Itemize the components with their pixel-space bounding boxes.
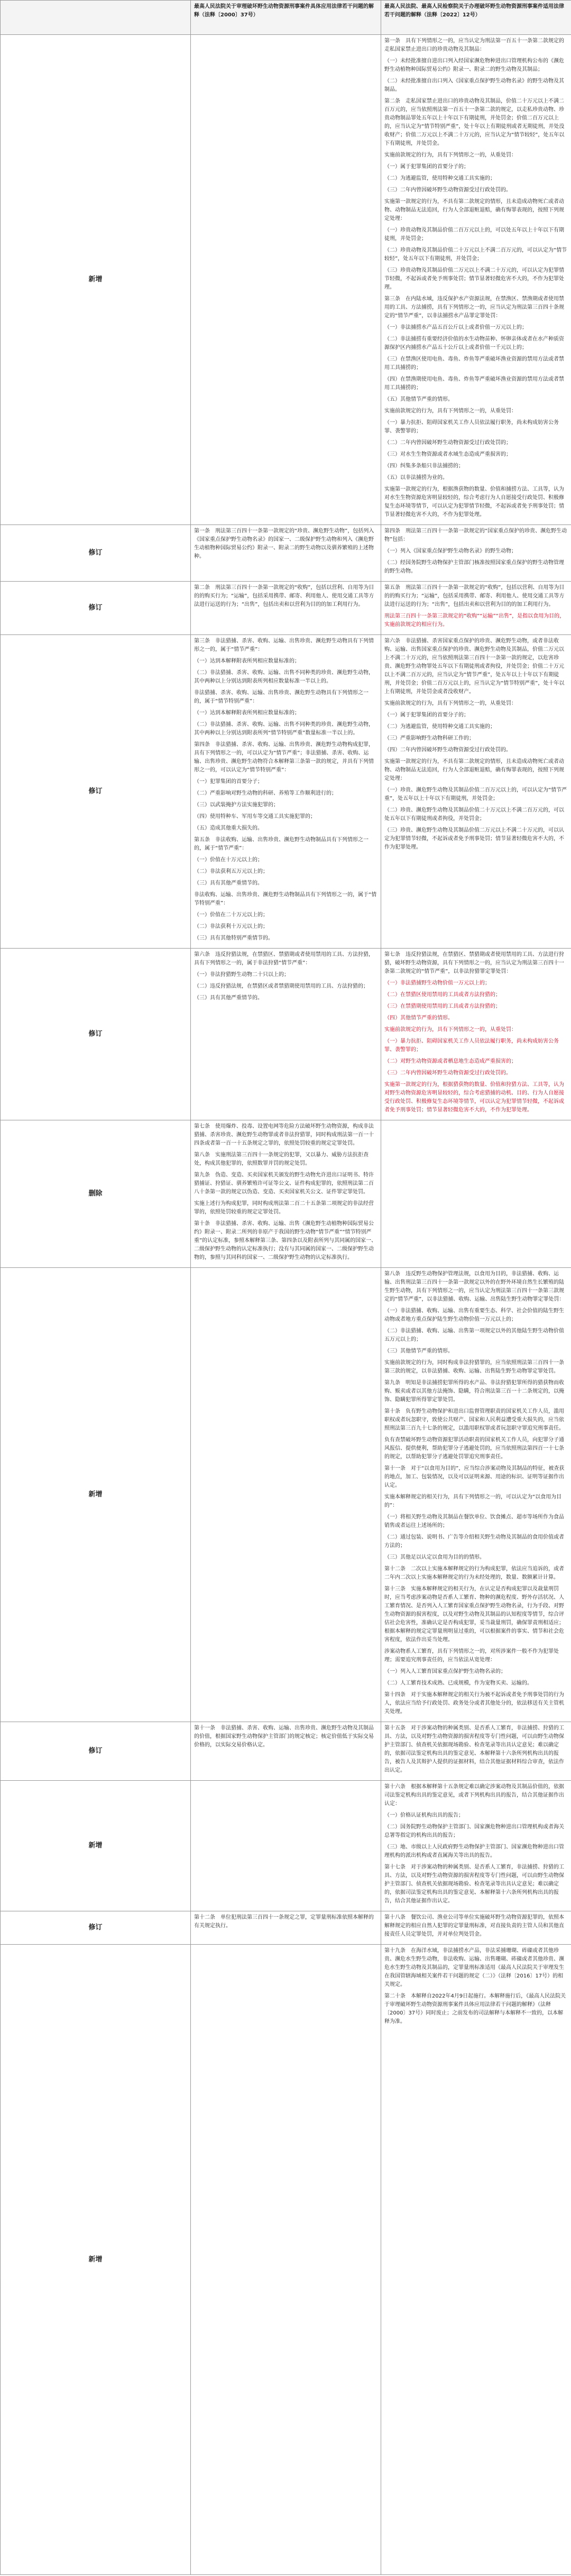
row-tag: 修订: [1, 635, 191, 949]
old-provision-cell: [191, 1268, 381, 1722]
old-paragraph: （二）严重影响对野生动物的科研、养殖等工作顺利进行的；: [194, 790, 337, 796]
new-paragraph: （三）珍贵、濒危野生动物及其制品价值二万元以上不满二十万元的，可以认定为犯罪情节轻微，不起诉或者免予刑事处罚；情节显著轻微危害不大的，不作为犯罪处理。: [384, 827, 564, 850]
row-tag: 修订: [1, 1722, 191, 1781]
old-paragraph: （三）具有其他特别严重情节的。: [194, 935, 273, 941]
new-provision-cell: [381, 635, 571, 949]
old-paragraph: （五）造成其他重大损失的。: [194, 825, 263, 831]
old-paragraph: （二）非法获利五万元以上的；: [194, 869, 268, 875]
row-tag: 修订: [1, 949, 191, 1120]
old-provision-cell: [191, 1911, 381, 1945]
old-provision-cell: [191, 582, 381, 635]
new-provision-cell: [381, 1268, 571, 1722]
new-paragraph: （一）属于犯罪集团的首要分子的；: [384, 712, 469, 718]
new-paragraph: 第十六条 根据本解释第十五条规定难以确定涉案动物及其制品价值的，依据司法鉴定机构出具的鉴定意见，或者下列机构出具的报告，结合其他证据作出认定：: [384, 1784, 564, 1807]
new-provision-cell: [381, 582, 571, 635]
row-tag: 新增: [1, 1945, 191, 2575]
new-paragraph: （四）二年内曾因破坏野生动物资源受过行政处罚的。: [384, 747, 511, 753]
old-provision-cell: [191, 1781, 381, 1911]
old-paragraph: （四）使用特种车、军用车等交通工具实施犯罪的；: [194, 814, 316, 820]
old-paragraph: （一）达到本解释附表所列相应数量标准的；: [194, 710, 300, 716]
new-paragraph: 第二条 走私国家禁止进出口的珍贵动物及其制品，价值二十万元以上不满二百万元的，应当依照刑法第一百五十一条第二款的规定，以走私珍贵动物、珍贵动物制品罪处五年以上十年以下有期徒刑，并处罚金；价值二百万元以上的，应当认定为“情节特别严重”，处十年以上有期徒刑或者无期徒刑，并处没收财产；价值二万元以上不满二十万元的，应当认定为“情节较轻”，处五年以下有期徒刑，并处罚金。: [384, 98, 565, 146]
new-paragraph: 第一条 具有下列情形之一的，应当认定为刑法第一百五十一条第二款规定的走私国家禁止进出口的珍贵动物及其制品：: [384, 38, 564, 52]
old-paragraph: 非法猎捕、杀害、收购、运输、出售珍贵、濒危野生动物具有下列情形之一的，属于“情节特别严重”：: [194, 690, 369, 704]
new-paragraph: （一）未经批准擅自进出口列入经国家濒危物种进出口管理机构公布的《濒危野生动植物种国际贸易公约》附录一、附录二的野生动物及其制品；: [384, 58, 564, 72]
new-paragraph: 第十条 负有野生动物保护和进出口监督管理职责的国家机关工作人员，滥用职权或者玩忽职守，致使公共财产、国家和人民利益遭受重大损失的，应当依照刑法第三百九十七条的规定，以滥用职权罪或者玩忽职守罪追究刑事责任。: [384, 1409, 564, 1431]
new-paragraph: （一）将相关野生动物及其制品在餐饮单位、饮食摊点、超市等场所作为食品销售或者运往上述场所的；: [384, 1514, 564, 1529]
old-paragraph: （三）具有其他严重情节的。: [194, 995, 263, 1001]
table-row: [1, 949, 571, 1120]
old-paragraph: 第一条 刑法第三百四十一条第一款规定的“珍贵、濒危野生动物”，包括列入《国家重点保护野生动物名录》的国家一、二级保护野生动物和列入《濒危野生动植物种国际贸易公约》附录一、附录二的野生动物以及驯养繁殖的上述物种。: [194, 528, 374, 559]
old-paragraph: 第九条 伪造、变造、买卖国家机关颁发的野生动物允许进出口证明书、特许猎捕证、狩猎证、驯养繁殖许可证等公文、证件构成犯罪的，依照刑法第二百八十条第一款的规定以伪造、变造、买卖国家机关公文、证件罪定罪处罚。: [194, 1172, 374, 1195]
table-row: [1, 1722, 571, 1781]
header-row: [1, 1, 571, 35]
old-provision-cell: [191, 1120, 381, 1268]
new-paragraph: （三）对水生生物资源或者水域生态造成严重损害的；: [384, 452, 511, 457]
new-paragraph: 实施前款规定的行为，具有下列情形之一的，从重处罚：: [384, 152, 517, 158]
new-paragraph: 第十二条 二次以上实施本解释规定的行为构成犯罪，依法应当追诉的，或者二年内二次以上实施本解释规定的行为未经处理的，数量、数额累计计算。: [384, 1566, 564, 1580]
new-paragraph: （三）二年内曾因破坏野生动物资源受过行政处罚的。: [384, 1070, 511, 1076]
new-paragraph: （四）纠集多条船只非法捕捞的；: [384, 463, 464, 469]
new-paragraph: （二）非法捕捞有重要经济价值的水生动物苗种、怀卵亲体或者在水产种质资源保护区内捕捞水产品五十公斤以上或者价值一千元以上的；: [384, 336, 564, 351]
new-provision-cell: [381, 1911, 571, 1945]
old-paragraph: 第十一条 非法猎捕、杀害、收购、运输、出售珍贵、濒危野生动物及其制品的价值，根据国家野生动物保护主管部门的规定核定；核定价值低于实际交易价格的，以实际交易价格认定。: [194, 1725, 374, 1748]
new-paragraph: 实施第一款规定的行为，不具有第二款规定的情形，且未造成动物死亡或者动物、动物制品无法追回，行为人全部退赃退赔，确有悔罪表现的，按照下列规定处理：: [384, 759, 564, 781]
new-paragraph: （二）二年内曾因破坏野生动物资源受过行政处罚的；: [384, 440, 511, 446]
new-paragraph: （一）暴力抗拒、阻碍国家机关工作人员依法履行职务，尚未构成妨害公务罪、袭警罪的；: [384, 1038, 559, 1053]
new-provision-cell: [381, 35, 571, 525]
new-paragraph: （二）珍贵、濒危野生动物及其制品价值二十万元以上不满二百万元的，可以处五年以下有期徒刑或者拘役，并处罚金；: [384, 807, 564, 822]
old-provision-cell: [191, 635, 381, 949]
new-paragraph: （二）未经批准擅自出口列入《国家重点保护野生动物名录》的野生动物及其制品。: [384, 78, 564, 93]
new-paragraph: （三）二年内曾因破坏野生动物资源受过行政处罚的。: [384, 187, 511, 193]
table-row: [1, 1911, 571, 1945]
new-provision-cell: [381, 1120, 571, 1268]
row-tag: 修订: [1, 1911, 191, 1945]
new-paragraph: （二）为逃避监管，使用特种交通工具实施的；: [384, 176, 495, 181]
header-col-old: 最高人民法院关于审理破坏野生动物资源刑事案件具体应用法律若干问题的解释（法释〔2000〕37号）: [191, 1, 381, 35]
old-paragraph: 实施上述行为构成犯罪，同时构成刑法第二百二十五条第二项规定的非法经营罪的，依照处罚较重的规定定罪处罚。: [194, 1201, 374, 1215]
row-tag: 新增: [1, 35, 191, 525]
new-paragraph: 第二十条 本解释自2022年4月9日起施行。本解释施行后，《最高人民法院关于审理破坏野生动物资源刑事案件具体应用法律若干问题的解释》（法释〔2000〕37号）同时废止；之前发布的司法解释与本解释不一致的，以本解释为准。: [384, 1993, 566, 2025]
new-paragraph: （五）以非法捕捞为业的。: [384, 475, 448, 481]
old-paragraph: 第二条 刑法第三百四十一条第一款规定的“收购”，包括以营利、自用等为目的的购买行为；“运输”，包括采用携带、邮寄、利用他人、使用交通工具等方法进行运送的行为；“出售”，包括出卖和以营利为目的的加工利用行为。: [194, 585, 374, 608]
old-provision-cell: [191, 949, 381, 1120]
new-paragraph: （一）珍贵动物及其制品价值二百万元以上的，可以处五年以上十年以下有期徒刑，并处罚金；: [384, 227, 564, 242]
new-paragraph: （一）非法猎捕野生动物价值一万元以上的；: [384, 980, 490, 986]
new-paragraph: （三）珍贵动物及其制品价值二万元以上不满二十万元的，可以认定为犯罪情节轻微，不起诉或者免予刑事处罚；情节显著轻微危害不大的，不作为犯罪处理。: [384, 268, 564, 290]
old-provision-cell: [191, 1945, 381, 2575]
new-provision-cell: [381, 1722, 571, 1781]
new-paragraph: （四）在禁渔期使用电鱼、毒鱼、炸鱼等严重破坏渔业资源的禁用方法或者禁用工具捕捞的；: [384, 376, 564, 391]
new-paragraph: 第十四条 对于实施本解释规定的相关行为被不起诉或者免予刑事处罚的行为人，依法应当给予行政处罚、政务处分或者其他处分的，依法移送有关主管机关处理。: [384, 1692, 564, 1715]
old-paragraph: （三）以武装掩护方法实施犯罪的；: [194, 802, 279, 808]
row-tag: 删除: [1, 1120, 191, 1268]
new-paragraph: （二）对野生动物资源或者栖息地生态造成严重损害的；: [384, 1059, 517, 1064]
new-paragraph: 第九条 明知是非法捕捞犯罪所得的水产品、非法狩猎犯罪所得的猎获物而收购、贩卖或者以其他方法掩饰、隐瞒，符合刑法第三百一十二条规定的，以掩饰、隐瞒犯罪所得罪定罪处罚。: [384, 1380, 564, 1403]
table-row: [1, 35, 571, 525]
new-paragraph: （一）列入人工繁育国家重点保护野生动物名录的；: [384, 1669, 506, 1675]
new-paragraph: 涉案动物系人工繁育，具有下列情形之一的，对所涉案件一般不作为犯罪处理；需要追究刑事责任的，应当依法从宽处理：: [384, 1649, 559, 1663]
row-tag: 新增: [1, 1781, 191, 1911]
new-paragraph: （二）非法猎捕、收购、运输、出售第一项规定以外的其他陆生野生动物价值五万元以上的；: [384, 1328, 564, 1342]
new-paragraph: （三）其他情节严重的情形。: [384, 1348, 453, 1354]
old-provision-cell: [191, 1722, 381, 1781]
new-provision-cell: [381, 1781, 571, 1911]
new-paragraph: （三）严重影响野生动物科研工作的；: [384, 735, 474, 741]
old-paragraph: 第十二条 单位犯刑法第三百四十一条规定之罪，定罪量刑标准依照本解释的有关规定执行。: [194, 1915, 374, 1929]
new-paragraph: 实施前款规定的行为，具有下列情形之一的，从重处罚：: [384, 701, 517, 706]
new-provision-cell: [381, 949, 571, 1120]
old-paragraph: （二）非法获利十万元以上的；: [194, 924, 268, 930]
new-paragraph: （三）在禁猎期使用禁用的工具或者方法狩猎的；: [384, 1004, 501, 1009]
new-paragraph: 实施第一款规定的行为，不具有第二款规定的情形，且未造成动物死亡或者动物、动物制品无法追回，行为人全部退赃退赔，确有悔罪表现的，按照下列规定处理：: [384, 199, 564, 222]
new-paragraph: （二）在禁猎区使用禁用的工具或者方法狩猎的；: [384, 992, 501, 998]
new-paragraph: （一）价格认证机构出具的报告；: [384, 1813, 464, 1818]
new-paragraph: （一）属于犯罪集团的首要分子的；: [384, 164, 469, 170]
old-paragraph: 第五条 非法收购、运输、出售珍贵、濒危野生动物制品具有下列情形之一的，属于“情节严重”：: [194, 837, 369, 851]
header-col-new: 最高人民法院、最高人民检察院关于办理破坏野生动物资源刑事案件适用法律若干问题的解释（法释〔2022〕12号）: [381, 1, 571, 35]
old-paragraph: 第十条 非法猎捕、杀害、收购、运输、出售《濒危野生动植物种国际贸易公约》附录一、附录二所列的非原产于我国的野生动物“情节严重”“情节特别严重”的认定标准，参照本解释第三条、第四条以及附表所列与其同属的国家一、二级保护野生动物的认定标准执行；没有与其同属的国家一、二级保护野生动物的，参照与其同科的国家一、二级保护野生动物的认定标准执行。: [194, 1221, 377, 1261]
old-provision-cell: [191, 525, 381, 582]
row-tag: 新增: [1, 1268, 191, 1722]
new-provision-cell: [381, 525, 571, 582]
old-paragraph: （一）非法狩猎野生动物二十只以上的；: [194, 972, 289, 978]
old-paragraph: （三）具有其他严重情节的。: [194, 880, 263, 886]
new-paragraph: （三）地、市级以上人民政府野生动物保护主管部门、国家濒危物种进出口管理机构的派出机构或者直属海关等出具的报告。: [384, 1844, 564, 1859]
new-paragraph: （五）其他情节严重的情形。: [384, 397, 453, 402]
new-paragraph: 第六条 非法猎捕、杀害国家重点保护的珍贵、濒危野生动物，或者非法收购、运输、出售国家重点保护的珍贵、濒危野生动物及其制品，价值二万元以上不满二十万元的，应当依照刑法第三百四十一条第一款的规定，以危害珍贵、濒危野生动物罪处五年以下有期徒刑或者拘役，并处罚金；价值二十万元以上不满二百万元的，应当认定为“情节严重”，处五年以上十年以下有期徒刑，并处罚金；价值二百万元以上的，应当认定为“情节特别严重”，处十年以上有期徒刑，并处罚金或者没收财产。: [384, 638, 565, 695]
new-paragraph: （二）为逃避监管，使用特种交通工具实施的；: [384, 724, 495, 730]
new-paragraph: 刑法第三百四十一条第三款规定的“收购”“运输”“出售”，是指以食用为目的，实施前款规定的相应行为。: [384, 613, 565, 628]
old-paragraph: 第三条 非法猎捕、杀害、收购、运输、出售珍贵、濒危野生动物具有下列情形之一的，属于“情节严重”：: [194, 638, 374, 652]
new-paragraph: 第十八条 餐饮公司、渔业公司等单位实施破坏野生动物资源犯罪的，依照本解释规定的相应自然人犯罪的定罪量刑标准，对直接负责的主管人员和其他直接责任人员定罪处罚，并对单位判处罚金。: [384, 1915, 564, 1937]
old-paragraph: 第四条 非法猎捕、杀害、收购、运输、出售珍贵、濒危野生动物构成犯罪，具有下列情形之一的，可以认定为“情节严重”；非法猎捕、杀害、收购、运输、出售珍贵、濒危野生动物符合本解释第三条第一款的规定，并具有下列情形之一的，可以认定为“情节特别严重”：: [194, 742, 374, 773]
old-paragraph: （二）非法猎捕、杀害、收购、运输、出售不同种类的珍贵、濒危野生动物，其中两种以上分别达到附表所列相应数量标准一半以上的。: [194, 670, 374, 684]
new-paragraph: （三）其他足以认定以食用为目的的情形。: [384, 1554, 485, 1560]
old-paragraph: 第七条 使用爆炸、投毒、设置电网等危险方法破坏野生动物资源，构成非法猎捕、杀害珍贵、濒危野生动物罪或者非法狩猎罪，同时构成刑法第一百一十四条或者第一百一十五条规定之罪的，依照处罚较重的规定定罪处罚。: [194, 1124, 374, 1146]
new-paragraph: （一）列入《国家重点保护野生动物名录》的野生动物；: [384, 548, 517, 554]
new-paragraph: （一）珍贵、濒危野生动物及其制品价值二百万元以上的，可以认定为“情节严重”，处五年以上十年以下有期徒刑，并处罚金；: [384, 787, 567, 802]
old-paragraph: （一）价值在十万元以上的；: [194, 857, 263, 863]
new-paragraph: （二）经国务院野生动物保护主管部门核准按照国家重点保护的野生动物管理的野生动物。: [384, 560, 564, 574]
row-tag: 修订: [1, 525, 191, 582]
new-paragraph: （二）国务院野生动物保护主管部门、国家濒危物种进出口管理机构或者海关总署等指定的机构出具的报告；: [384, 1824, 564, 1838]
row-tag: 修订: [1, 582, 191, 635]
table-row: [1, 582, 571, 635]
new-paragraph: 实施前款规定的行为，同时构成非法狩猎罪的，应当依照刑法第三百四十一条第三款的规定，以非法猎捕、收购、运输、出售陆生野生动物罪定罪处罚。: [384, 1360, 564, 1374]
new-paragraph: 第八条 违反野生动物保护管理法规，以食用为目的，非法猎捕、收购、运输、出售刑法第三百四十一条第一款规定以外的在野外环境自然生长繁殖的陆生野生动物，具有下列情形之一的，应当认定为刑法第三百四十一条第三款规定的“情节严重”，以非法猎捕、收购、运输、出售陆生野生动物罪定罪处罚：: [384, 1271, 565, 1302]
old-paragraph: （一）价值在二十万元以上的；: [194, 912, 268, 918]
table-row: [1, 1781, 571, 1911]
new-paragraph: （二）通过包装、说明书、广告等介绍相关野生动物及其制品的食用价值或者方法的；: [384, 1534, 564, 1549]
new-paragraph: 第五条 刑法第三百四十一条第一款规定的“收购”，包括以营利、自用等为目的的购买行为；“运输”，包括采用携带、邮寄、利用他人、使用交通工具等方法进行运送的行为；“出售”，包括出卖和以营利为目的的加工利用行为。: [384, 585, 565, 608]
new-provision-cell: [381, 1945, 571, 2575]
old-paragraph: （二）非法猎捕、杀害、收购、运输、出售不同种类的珍贵、濒危野生动物，其中两种以上分别达到附表所列“情节特别严重”数量标准一半以上的。: [194, 722, 374, 736]
table-row: [1, 635, 571, 949]
old-paragraph: （一）达到本解释附表所列相应数量标准的；: [194, 658, 300, 664]
new-paragraph: 实施前款规定的行为，具有下列情形之一的，从重处罚：: [384, 408, 517, 414]
new-paragraph: 第三条 在内陆水域，违反保护水产资源法规，在禁渔区、禁渔期或者使用禁用的工具、方法捕捞，具有下列情形之一的，应当认定为刑法第三百四十条规定的“情节严重”，以非法捕捞水产品罪定罪处罚：: [384, 296, 564, 319]
old-provision-cell: [191, 35, 381, 525]
new-paragraph: 第十五条 对于涉案动物的种属类别、是否系人工繁育，非法捕捞、狩猎的工具、方法，以及对野生动物资源的损害程度等专门性问题，可以由野生动物保护主管部门、侦查机关依据现场勘验、检查笔录等出具认定意见；难以确定的，依据司法鉴定机构出具的鉴定意见、本解释第十六条所列机构出具的报告，被告人及其辩护人提供的证据材料，结合其他证据材料综合审查，依法作出认定。: [384, 1725, 564, 1773]
new-paragraph: （一）非法捕捞水产品五百公斤以上或者价值一万元以上的；: [384, 325, 527, 330]
old-paragraph: 非法收购、运输、出售珍贵、濒危野生动物制品具有下列情形之一的，属于“情节特别严重”：: [194, 892, 377, 906]
new-paragraph: 第十三条 实施本解释规定的相关行为，在认定是否构成犯罪以及裁量刑罚时，应当考虑涉案动物是否系人工繁育、物种的濒危程度、野外存活状况、人工繁育情况、是否列入人工繁育国家重点保护野生动物名录，行为手段、对野生动物资源的损害程度，以及对野生动物及其制品的认知程度等情节，综合评估社会危害性，准确认定是否构成犯罪，妥当裁量刑罚，确保罪责刑相适应；根据本解释的规定定罪量刑明显过重的，可以根据案件的事实、情节和社会危害程度，依法作出妥当处理。: [384, 1586, 564, 1643]
new-paragraph: 第四条 刑法第三百四十一条第一款规定的“国家重点保护的珍贵、濒危野生动物”包括：: [384, 528, 567, 542]
new-paragraph: 第七条 违反狩猎法规，在禁猎区、禁猎期或者使用禁用的工具、方法进行狩猎，破坏野生动物资源，具有下列情形之一的，应当认定为刑法第三百四十一条第二款规定的“情节严重”，以非法狩猎罪定罪处罚：: [384, 952, 564, 974]
table-row: [1, 1945, 571, 2575]
table-row: [1, 1120, 571, 1268]
new-paragraph: 第十一条 对于“以食用为目的”，应当综合涉案动物及其制品的特征，被查获的地点，加工、包装情况，以及可以证明来源、用途的标识、证明等证据作出认定。: [384, 1466, 565, 1488]
new-paragraph: 实施第一款规定的行为，根据猎获物的数量、价值和狩猎方法、工具等，认为对野生动物资源危害明显较轻的，综合考虑猎捕的动机、目的、行为人自愿接受行政处罚、积极修复生态环境等情节，可以认定为犯罪情节轻微，不起诉或者免予刑事处罚；情节显著轻微危害不大的，不作为犯罪处理。: [384, 1082, 564, 1113]
new-paragraph: 第十七条 对于涉案动物的种属类别、是否系人工繁育，非法捕捞、狩猎的工具、方法，以及对野生动物资源的损害程度等专门性问题，可以由野生动物保护主管部门、侦查机关依据现场勘验、检查笔录等出具认定意见；难以确定的，依据司法鉴定机构出具的鉴定意见、本解释第十六条所列机构出具的报告，结合其他证据作出认定。: [384, 1864, 564, 1904]
new-paragraph: 实施第一款规定的行为，根据渔获物的数量、价值和捕捞方法、工具等，认为对水生生物资源危害明显较轻的，综合考虑行为人自愿接受行政处罚、积极修复生态环境等情节，可以认定为犯罪情节轻微，不起诉或者免予刑事处罚；情节显著轻微危害不大的，不作为犯罪处理。: [384, 486, 564, 518]
old-paragraph: 第八条 实施刑法第三百四十一条规定的犯罪，又以暴力、威胁方法抗拒查处，构成其他犯罪的，依照数罪并罚的规定处罚。: [194, 1152, 369, 1166]
table-row: [1, 525, 571, 582]
new-paragraph: （四）其他情节严重的情形。: [384, 1015, 453, 1021]
new-paragraph: （三）在禁渔区使用电鱼、毒鱼、炸鱼等严重破坏渔业资源的禁用方法或者禁用工具捕捞的；: [384, 356, 564, 371]
new-paragraph: （二）人工繁育技术成熟、已成规模，作为宠物买卖、运输的。: [384, 1680, 532, 1686]
old-paragraph: （一）犯罪集团的首要分子；: [194, 779, 263, 785]
new-paragraph: 第十九条 在海洋水域，非法捕捞水产品，非法采捕珊瑚、砗磲或者其他珍贵、濒危水生野生动物，非法收购、运输、出售珊瑚、砗磲或者其他珍贵、濒危水生野生动物及其制品的，定罪量刑标准适用《最高人民法院关于审理发生在我国管辖海域相关案件若干问题的规定（二）》（法释〔2016〕17号）的相关规定。: [384, 1948, 564, 1988]
new-paragraph: （一）暴力抗拒、阻碍国家机关工作人员依法履行职务，尚未构成妨害公务罪、袭警罪的；: [384, 420, 559, 434]
new-paragraph: 实施本解释规定的相关行为，具有下列情形之一的，可以认定为“以食用为目的”：: [384, 1494, 562, 1508]
table-row: [1, 1268, 571, 1722]
new-paragraph: （二）珍贵动物及其制品价值二十万元以上不满二百万元的，可以认定为“情节较轻”，处五年以下有期徒刑，并处罚金；: [384, 247, 567, 262]
old-paragraph: 第六条 违反狩猎法规，在禁猎区、禁猎期或者使用禁用的工具、方法狩猎，具有下列情形之一的，属于非法狩猎“情节严重”：: [194, 952, 374, 966]
new-paragraph: （一）非法猎捕、收购、运输、出售有重要生态、科学、社会价值的陆生野生动物或者地方重点保护陆生野生动物价值一万元以上的；: [384, 1308, 564, 1322]
header-col-tag: [1, 1, 191, 35]
new-paragraph: 负有查禁破坏野生动物资源犯罪活动职责的国家机关工作人员，向犯罪分子通风报信、提供便利，帮助犯罪分子逃避处罚的，应当依照刑法第四百一十七条的规定，以帮助犯罪分子逃避处罚罪追究刑事责任。: [384, 1437, 564, 1460]
old-paragraph: （二）违反狩猎法规，在禁猎区或者禁猎期使用禁用的工具、方法狩猎的；: [194, 983, 369, 989]
new-paragraph: 实施前款规定的行为，具有下列情形之一的，从重处罚：: [384, 1027, 517, 1033]
